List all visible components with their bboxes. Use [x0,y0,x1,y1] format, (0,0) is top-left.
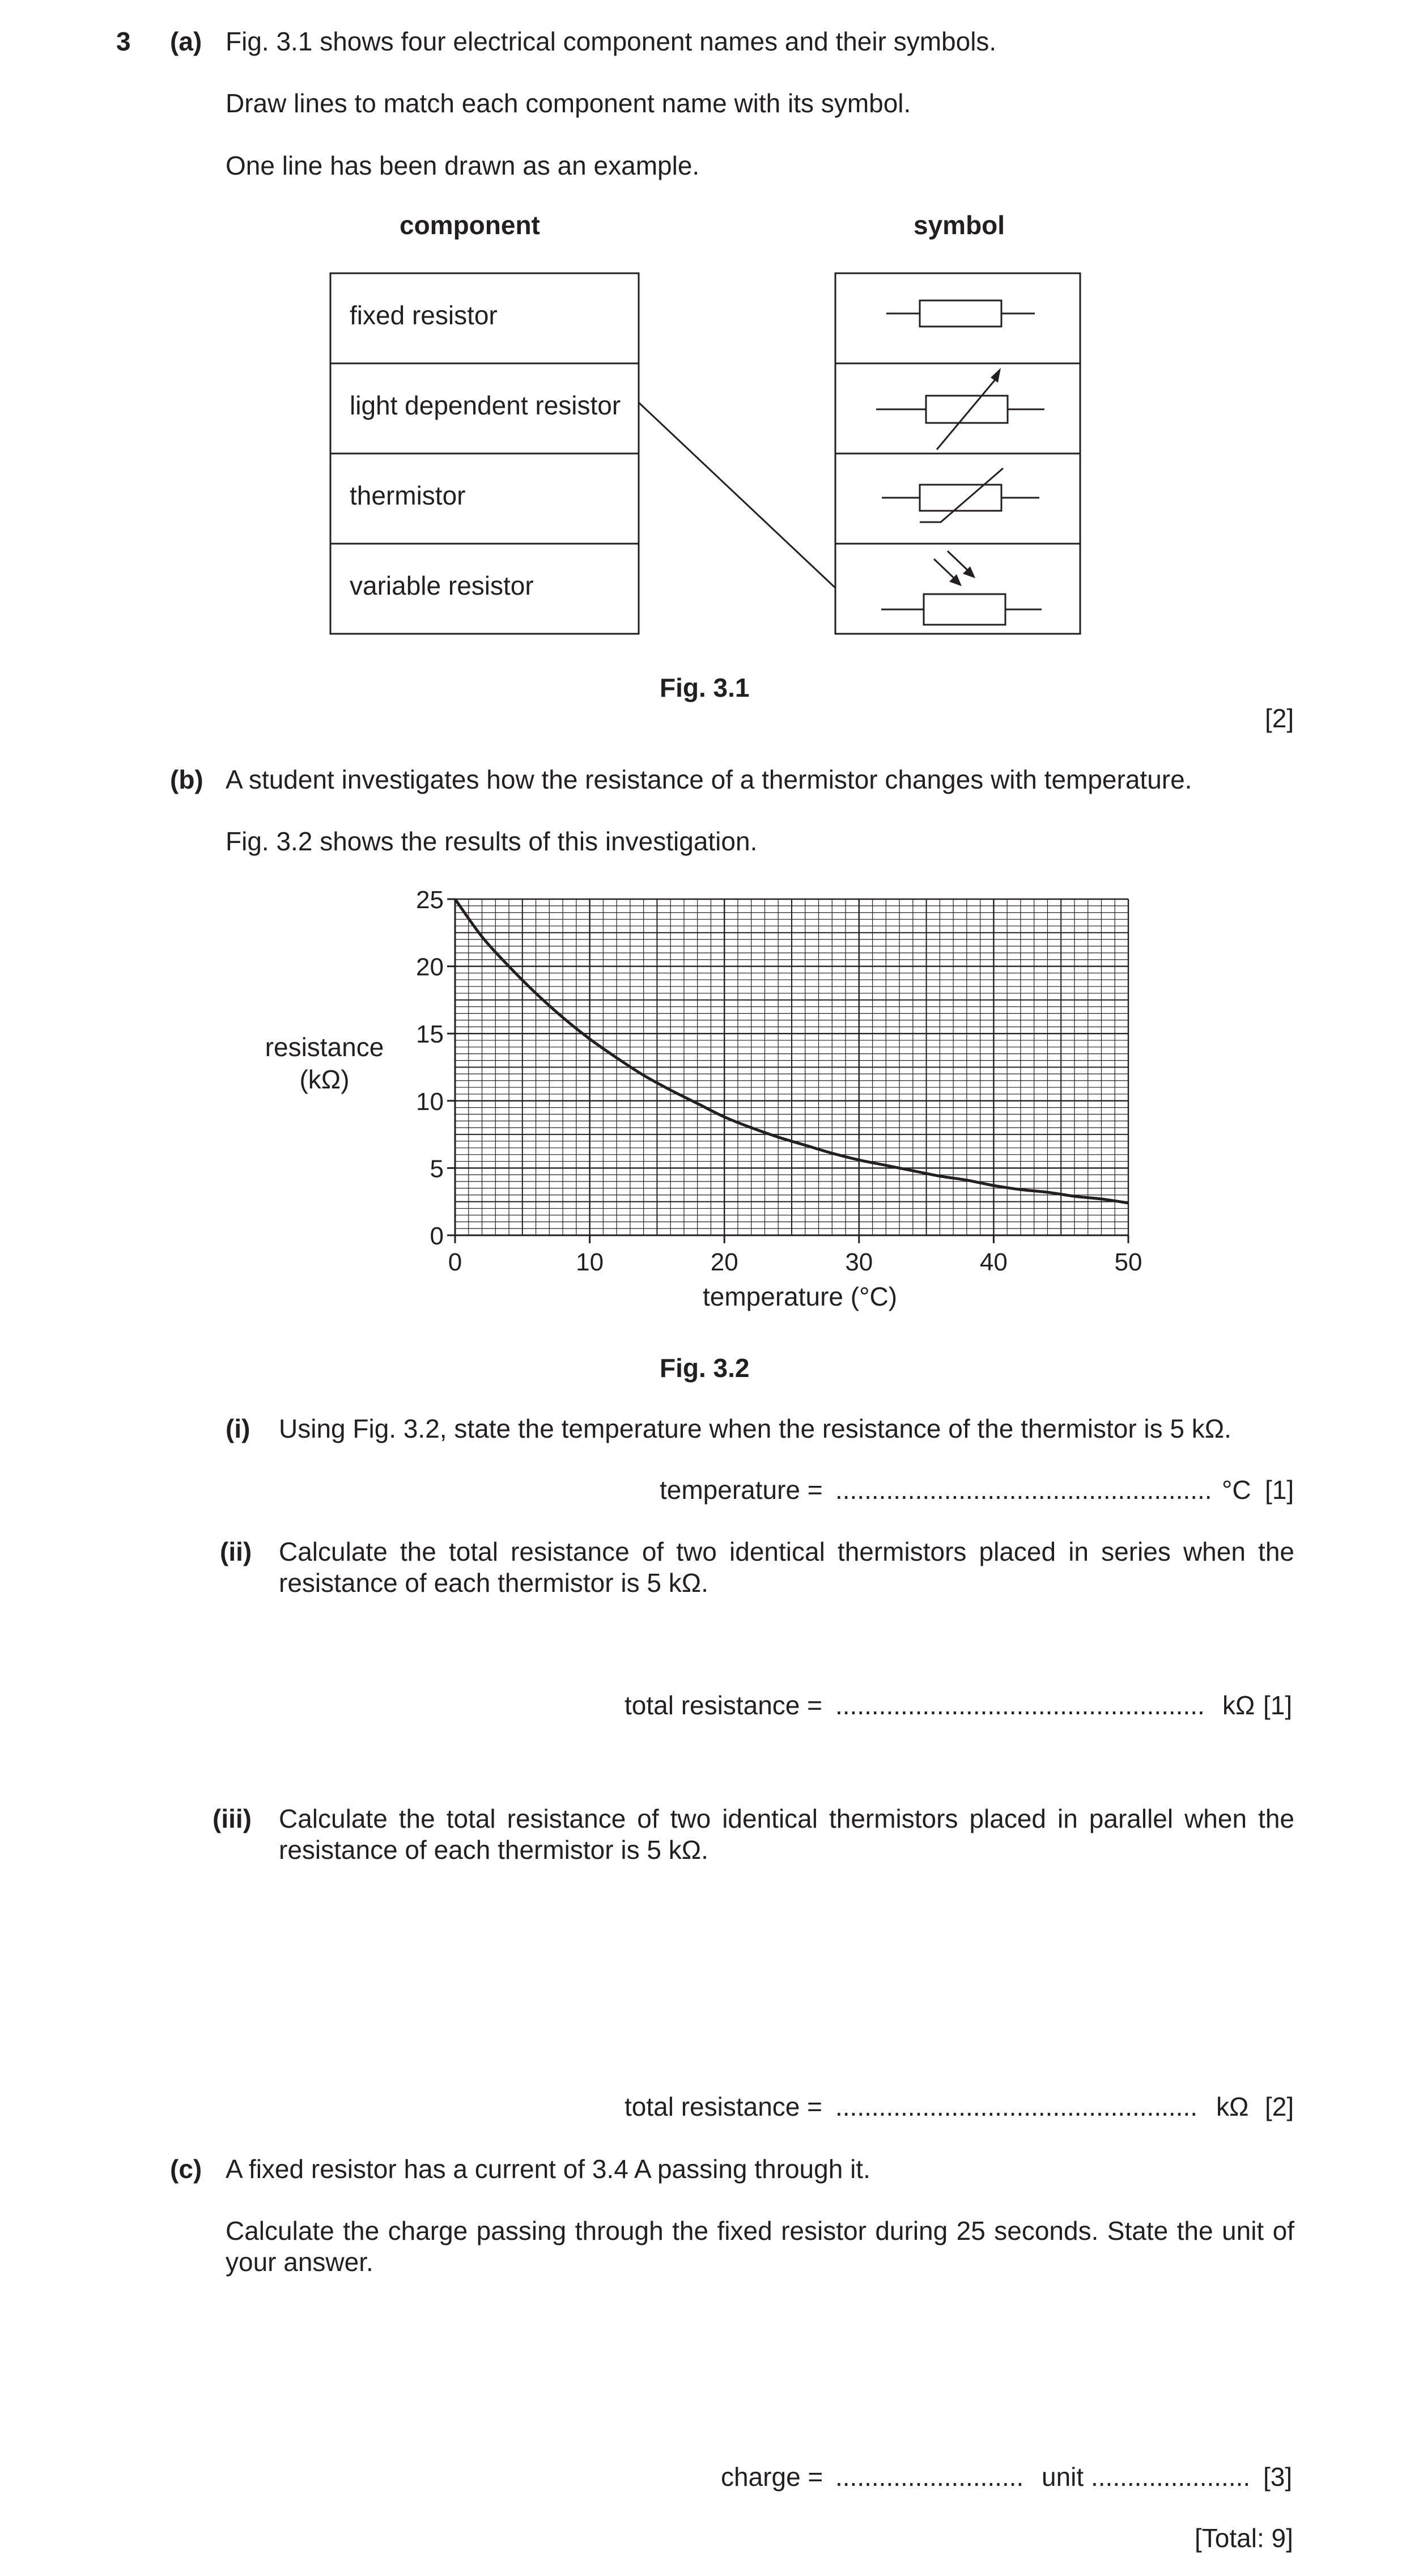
component-name: light dependent resistor [350,391,621,420]
temperature-answer-label: temperature = [660,1475,823,1505]
series-resistance-unit: kΩ [1222,1690,1255,1720]
figure-caption-3-1: Fig. 3.1 [660,673,750,702]
component-name: variable resistor [350,571,534,600]
x-tick-label: 10 [576,1248,604,1276]
parallel-resistance-answer-label: total resistance = [625,2092,823,2121]
part-c-intro: A fixed resistor has a current of 3.4 A passing through it. [226,2154,870,2184]
part-b-iii-marks: [2] [1265,2092,1294,2121]
temperature-answer-field[interactable]: .................................................... [835,1475,1212,1505]
y-tick-label: 15 [416,1020,444,1049]
part-a-instruction: Draw lines to match each component name with its symbol. [226,88,911,118]
part-a-marks: [2] [1265,704,1294,733]
series-resistance-answer-field[interactable]: ................................................... [835,1690,1205,1720]
chart-ylabel-line2: (kΩ) [299,1065,350,1094]
total-marks: [Total: 9] [1195,2523,1293,2553]
charge-unit-field[interactable]: ...................... [1091,2462,1251,2492]
component-name: thermistor [350,481,466,510]
charge-answer-label: charge = [721,2462,823,2492]
part-b-label: (b) [170,765,203,794]
temperature-unit: °C [1222,1475,1251,1505]
part-b-ii-marks: [1] [1263,1690,1293,1720]
question-number: 3 [116,27,131,56]
part-a-label: (a) [170,27,202,56]
part-b-i-question: Using Fig. 3.2, state the temperature when the resistance of the thermistor is 5 kΩ. [279,1414,1231,1443]
x-tick-label: 50 [1114,1248,1142,1276]
x-tick-label: 40 [979,1248,1008,1276]
x-tick-label: 30 [845,1248,873,1276]
chart-ylabel-line1: resistance [265,1032,384,1062]
y-tick-label: 25 [416,886,444,914]
part-b-i-marks: [1] [1265,1475,1294,1505]
part-c-label: (c) [170,2154,202,2184]
part-a-intro: Fig. 3.1 shows four electrical component names and their symbols. [226,27,997,56]
x-tick-label: 20 [710,1248,738,1276]
component-name: fixed resistor [350,300,498,330]
parallel-resistance-answer-field[interactable]: .................................................. [835,2092,1198,2121]
chart-xlabel: temperature (°C) [703,1282,898,1311]
y-tick-label: 0 [430,1222,444,1250]
symbol-column-header: symbol [914,210,1005,240]
part-a-example-note: One line has been drawn as an example. [226,151,700,180]
part-c-question: Calculate the charge passing through the fixed resistor during 25 seconds. State the unit of your answer. [226,2216,1294,2277]
part-b-shows: Fig. 3.2 shows the results of this investigation. [226,827,758,856]
y-tick-label: 20 [416,953,444,981]
series-resistance-answer-label: total resistance = [625,1690,823,1720]
charge-unit-label: unit [1042,2462,1084,2492]
x-tick-label: 0 [448,1248,462,1276]
part-b-ii-label: (ii) [220,1537,252,1566]
part-b-ii-question: Calculate the total resistance of two identical thermistors placed in series when the resistance of each thermistor is 5 kΩ. [279,1537,1294,1598]
y-tick-label: 5 [430,1155,444,1183]
parallel-resistance-unit: kΩ [1216,2092,1249,2121]
figure-caption-3-2: Fig. 3.2 [660,1353,750,1383]
part-c-marks: [3] [1263,2462,1293,2492]
component-column-header: component [400,210,540,240]
part-b-intro: A student investigates how the resistance of a thermistor changes with temperature. [226,765,1192,794]
y-tick-label: 10 [416,1087,444,1116]
part-b-iii-label: (iii) [213,1804,252,1833]
part-b-iii-question: Calculate the total resistance of two identical thermistors placed in parallel when the resistance of each thermistor is 5 kΩ. [279,1804,1294,1865]
part-b-i-label: (i) [226,1414,250,1443]
charge-answer-field[interactable]: .......................... [835,2462,1024,2492]
